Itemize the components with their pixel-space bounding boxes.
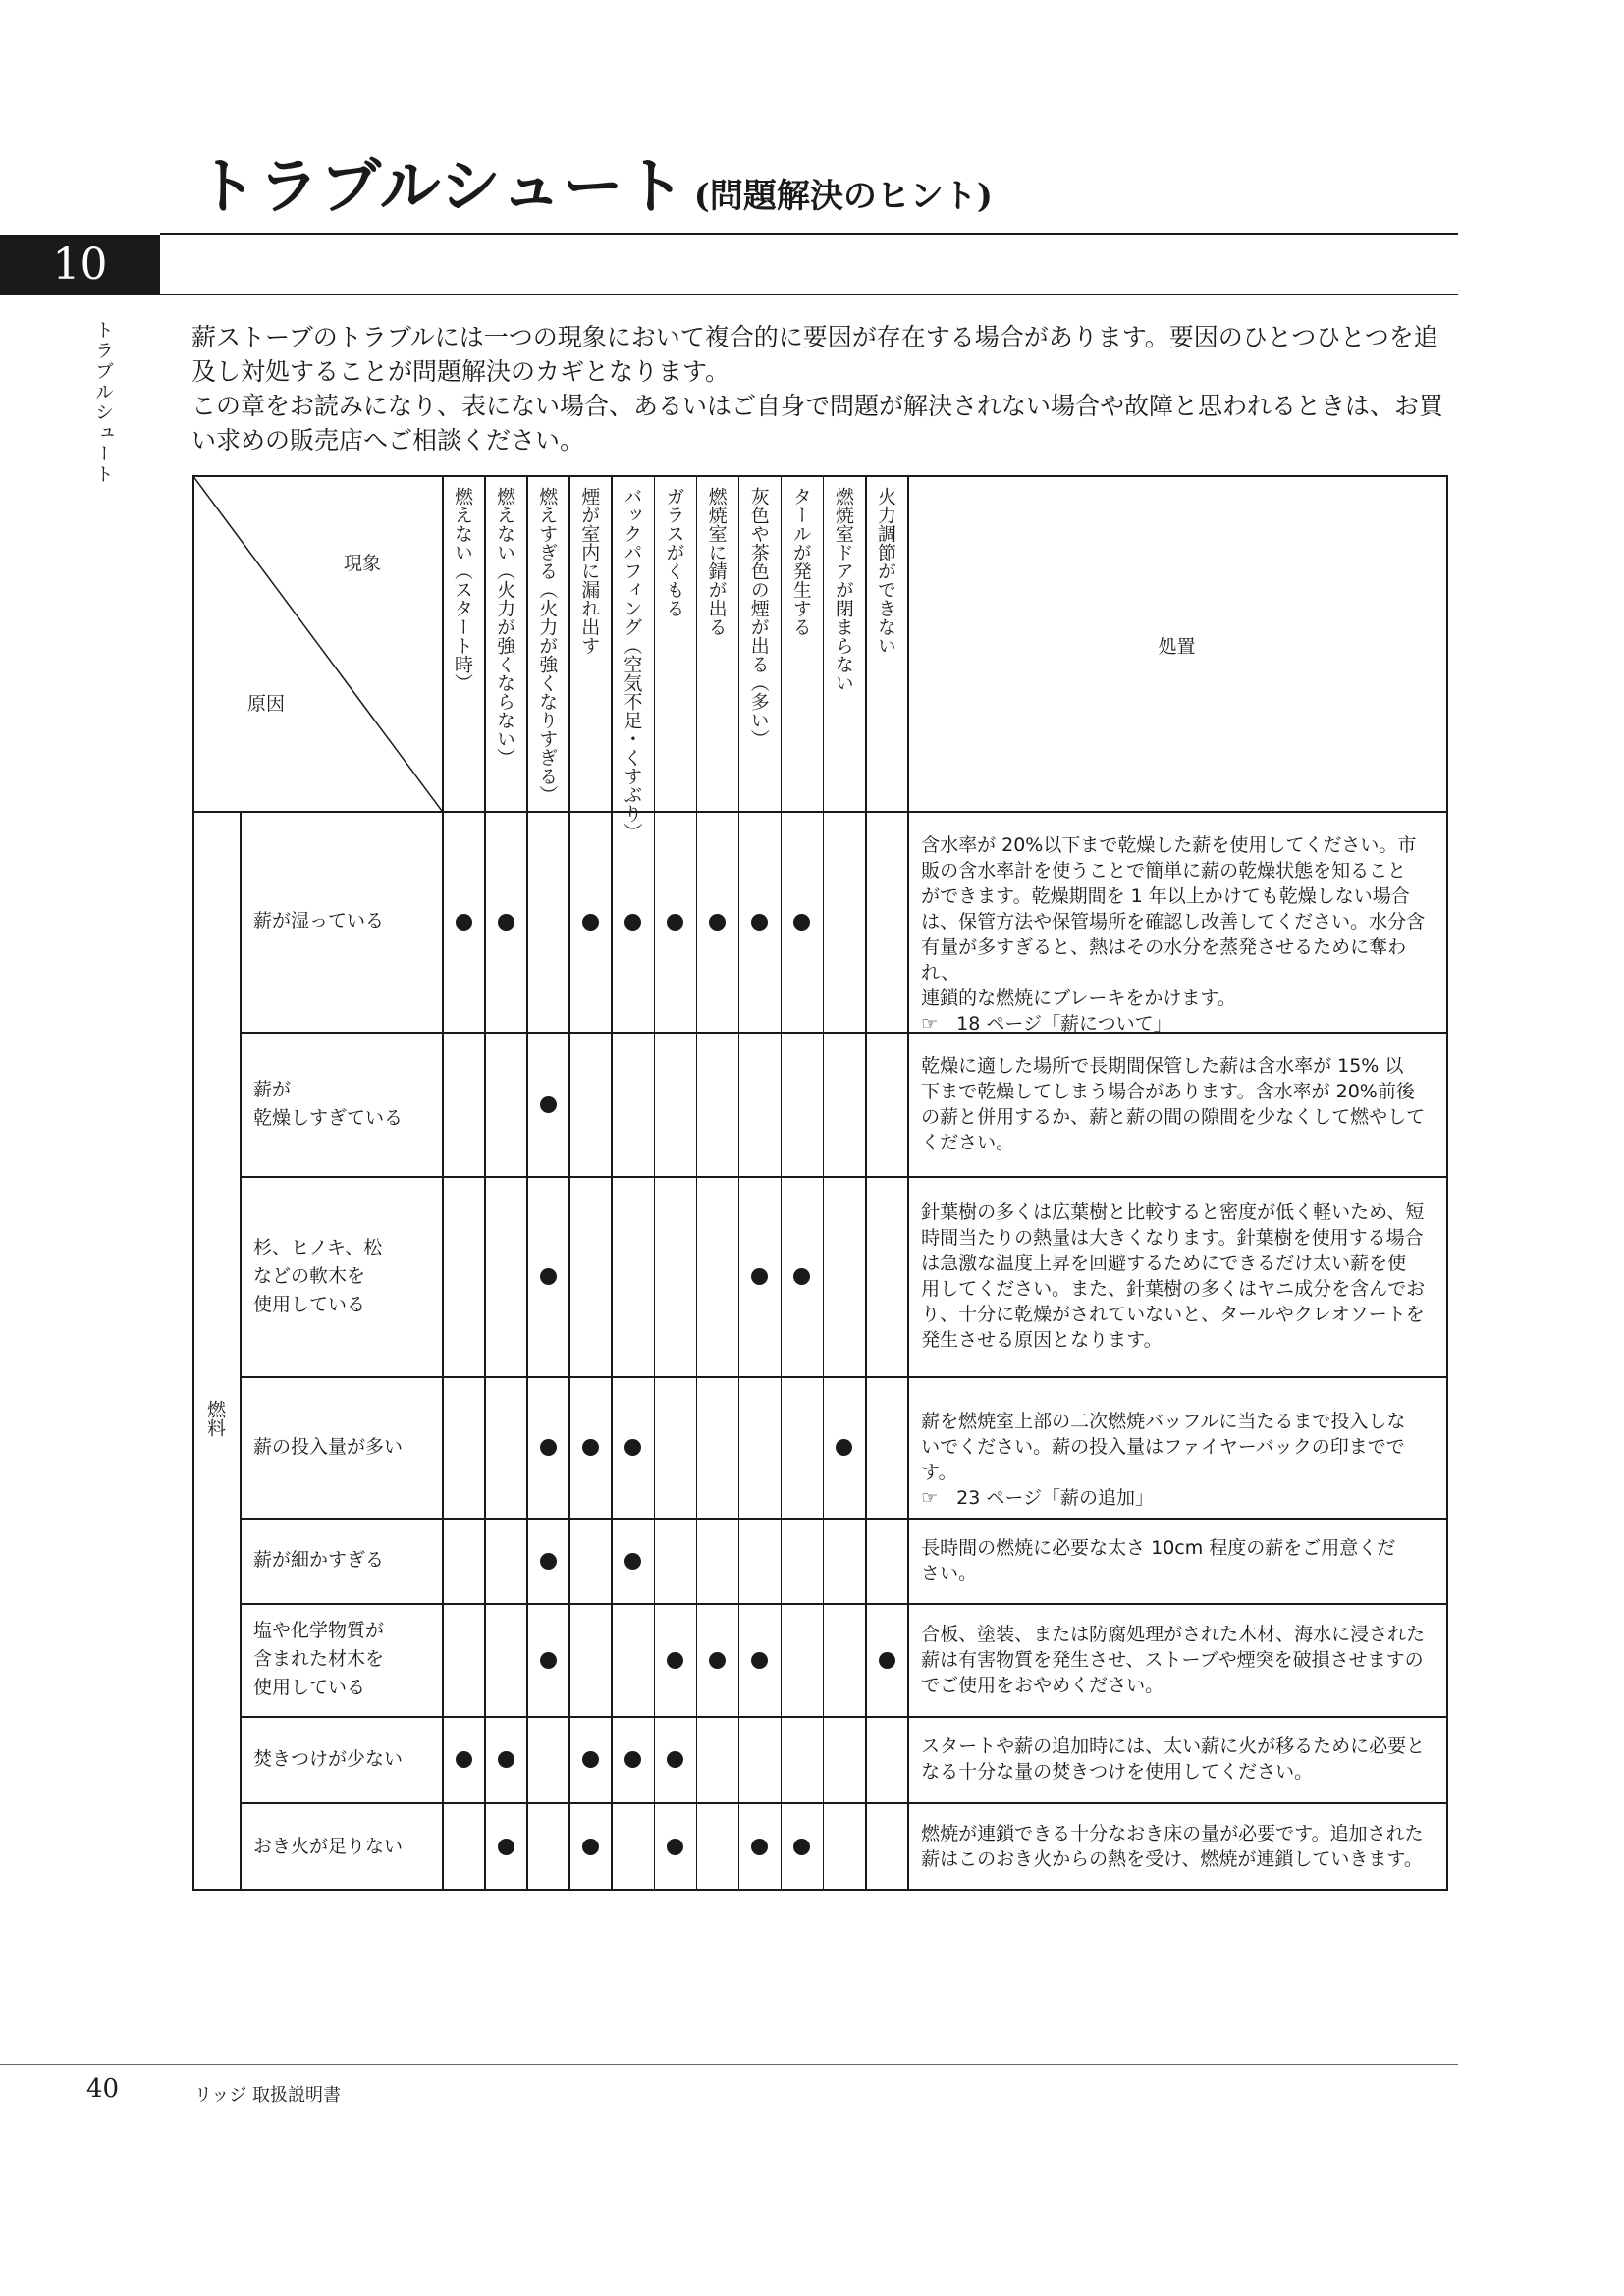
title-rule <box>160 233 1458 235</box>
footer-rule <box>0 2064 1458 2065</box>
symptom-header: 燃焼室に錆が出る <box>705 487 728 636</box>
table-column-rule <box>907 475 909 1891</box>
row-cause: 塩や化学物質が 含まれた材木を 使用している <box>253 1620 385 1698</box>
intro-paragraph: 薪ストーブのトラブルには一つの現象において複合的に要因が存在する場合があります。要因のひとつひとつを追及し対処することが問題解決のカギとなります。 <box>191 323 1438 386</box>
symptom-header: 燃えすぎる（火力が強くなりすぎる） <box>536 487 559 804</box>
row-cause: 薪が湿っている <box>253 910 385 932</box>
table-column-rule <box>568 475 570 1891</box>
table-column-rule <box>654 475 656 1891</box>
mark-dot <box>540 1553 557 1570</box>
table-column-rule <box>696 475 698 1891</box>
remedy-header: 処置 <box>1158 636 1196 658</box>
table-border-bottom <box>192 1889 1448 1891</box>
table-row-rule <box>240 1518 1448 1520</box>
troubleshoot-table <box>192 475 1448 1891</box>
row-cause: 薪が細かすぎる <box>253 1549 385 1571</box>
chapter-number: 10 <box>0 235 160 295</box>
table-group-rule <box>240 811 242 1891</box>
row-cause: 薪の投入量が多い <box>253 1435 404 1458</box>
page-title <box>196 137 993 225</box>
mark-dot <box>793 1839 810 1855</box>
mark-dot <box>498 1839 514 1855</box>
corner-diagonal-line <box>192 475 442 811</box>
row-remedy: 燃焼が連鎖できる十分なおき床の量が必要です。追加された 薪はこのおき火からの熱を受け、燃焼が連鎖していきます。 <box>921 1823 1424 1870</box>
row-remedy: 合板、塗装、または防腐処理がされた木材、海水に浸された 薪は有害物質を発生させ、ストーブや煙突を破損させますの でご使用をおやめください。 <box>921 1623 1426 1696</box>
symptom-header: 燃えない（火力が強くならない） <box>494 487 516 767</box>
table-row-rule <box>240 1376 1448 1378</box>
mark-dot <box>793 914 810 931</box>
mark-dot <box>709 1652 726 1669</box>
table-row-rule <box>240 1176 1448 1178</box>
table-border-right <box>1446 475 1448 1891</box>
row-remedy: 薪を燃焼室上部の二次燃焼バッフルに当たるまで投入しな いでください。薪の投入量はファイヤーバックの印までです。 ☞ 23 ページ「薪の追加」 <box>921 1411 1406 1509</box>
mark-dot <box>582 1751 599 1768</box>
mark-dot <box>667 1751 683 1768</box>
corner-diagonal <box>192 475 442 811</box>
group-label-fuel: 燃料 <box>204 1400 226 1437</box>
row-cause: 焚きつけが少ない <box>253 1747 404 1770</box>
mark-dot <box>624 1553 641 1570</box>
mark-dot <box>624 1751 641 1768</box>
symptom-header: バックパフィング（空気不足・くすぶり） <box>621 487 643 841</box>
table-column-rule <box>738 475 740 1891</box>
symptom-header: 煙が室内に漏れ出す <box>578 487 601 655</box>
table-row-rule <box>240 1802 1448 1804</box>
symptom-header: 火力調節ができない <box>875 487 896 655</box>
table-column-rule <box>781 475 783 1891</box>
table-column-rule <box>611 475 613 1891</box>
mark-dot <box>751 1652 768 1669</box>
table-column-rule <box>442 475 444 1891</box>
mark-dot <box>751 1839 768 1855</box>
mark-dot <box>667 1652 683 1669</box>
mark-dot <box>456 914 472 931</box>
row-remedy: 乾燥に適した場所で長期間保管した薪は含水率が 15% 以 下まで乾燥してしまう場合があります。含水率が 20%前後 の薪と併用するか、薪と薪の間の隙間を少なくして燃やして ください。 <box>921 1054 1426 1153</box>
mark-dot <box>793 1268 810 1285</box>
mark-dot <box>456 1751 472 1768</box>
table-column-rule <box>823 475 825 1891</box>
mark-dot <box>667 914 683 931</box>
table-header-rule <box>192 811 1448 813</box>
table-column-rule <box>865 475 867 1891</box>
table-row-rule <box>240 1603 1448 1605</box>
intro-text <box>191 320 1458 457</box>
mark-dot <box>582 1439 599 1456</box>
page-number: 40 <box>86 2074 120 2104</box>
document-name: リッジ 取扱説明書 <box>194 2085 342 2106</box>
mark-dot <box>540 1096 557 1113</box>
mark-dot <box>582 914 599 931</box>
row-cause: おき火が足りない <box>253 1835 404 1857</box>
title-sub: (問題解決のヒント) <box>693 177 993 216</box>
table-row-rule <box>240 1716 1448 1718</box>
row-remedy: 長時間の燃焼に必要な太さ 10cm 程度の薪をご用意くだ さい。 <box>921 1536 1396 1584</box>
corner-label-phenomenon: 現象 <box>344 553 382 574</box>
mark-dot <box>498 914 514 931</box>
mark-dot <box>498 1751 514 1768</box>
mark-dot <box>751 1268 768 1285</box>
title-main: トラブルシュート <box>196 150 686 222</box>
chapter-rule <box>160 294 1458 295</box>
row-remedy: 含水率が 20%以下まで乾燥した薪を使用してください。市 販の含水率計を使うことで簡単に薪の乾燥状態を知ること ができます。乾燥期間を 1 年以上かけても乾燥しない場合 は、保管方法や保管場所を確認し改善してください。水分含 有量が多すぎると、熱はその水分を蒸発させるために奪われ、 連鎖的な燃焼にブレーキをかけます。 ☞ 18 ページ「薪について」 <box>921 833 1426 1035</box>
corner-label-cause: 原因 <box>247 693 286 715</box>
mark-dot <box>540 1439 557 1456</box>
symptom-header: ガラスがくもる <box>663 487 685 617</box>
mark-dot <box>709 914 726 931</box>
symptom-header: タールが発生する <box>789 487 812 636</box>
table-column-rule <box>526 475 528 1891</box>
mark-dot <box>624 1439 641 1456</box>
row-remedy: 針葉樹の多くは広葉樹と比較すると密度が低く軽いため、短 時間当たりの熱量は大きくなります。針葉樹を使用する場合 は急激な温度上昇を回避するためにできるだけ太い薪を使 用してください。また、針葉樹の多くはヤニ成分を含んでお り、十分に乾燥がされていないと、タールやクレオソートを 発生させる原因となります。 <box>921 1201 1426 1351</box>
mark-dot <box>540 1268 557 1285</box>
mark-dot <box>624 914 641 931</box>
mark-dot <box>667 1839 683 1855</box>
table-column-rule <box>484 475 486 1891</box>
row-cause: 杉、ヒノキ、松 などの軟木を 使用している <box>253 1236 383 1315</box>
symptom-header: 燃えない（スタート時） <box>452 487 473 692</box>
symptom-header: 燃焼室ドアが閉まらない <box>832 487 854 692</box>
side-chapter-label: トラブルシュート <box>92 320 114 485</box>
mark-dot <box>836 1439 852 1456</box>
mark-dot <box>751 914 768 931</box>
intro-paragraph: この章をお読みになり、表にない場合、あるいはご自身で問題が解決されない場合や故障と思われるときは、お買い求めの販売店へご相談ください。 <box>191 392 1444 454</box>
mark-dot <box>582 1839 599 1855</box>
row-remedy: スタートや薪の追加時には、太い薪に火が移るために必要と なる十分な量の焚きつけを使用してください。 <box>921 1735 1426 1783</box>
row-cause: 薪が 乾燥しすぎている <box>253 1078 404 1129</box>
symptom-header: 灰色や茶色の煙が出る（多い） <box>747 487 770 748</box>
mark-dot <box>879 1652 895 1669</box>
mark-dot <box>540 1652 557 1669</box>
